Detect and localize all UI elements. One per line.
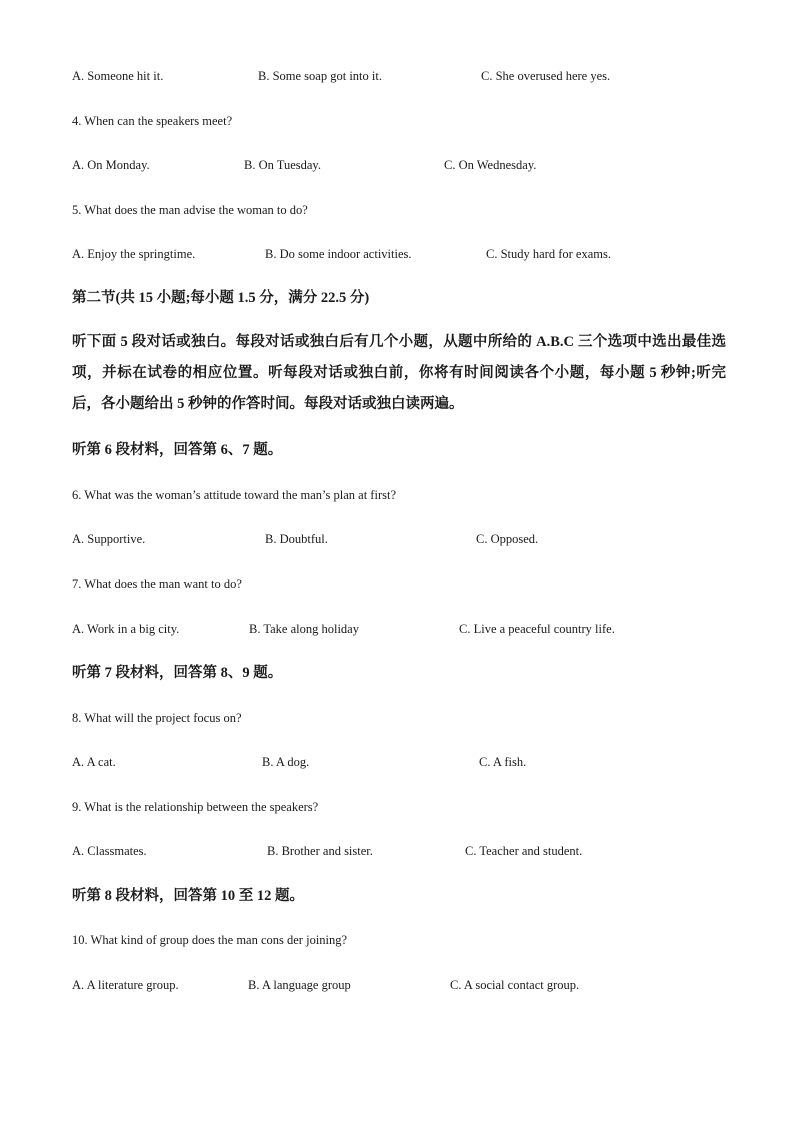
option-a: A. Classmates. xyxy=(72,844,147,858)
option-a: A. On Monday. xyxy=(72,158,150,172)
question-5-stem: 5. What does the man advise the woman to do? xyxy=(72,203,308,217)
option-c: C. Opposed. xyxy=(476,532,539,546)
option-b: B. Take along holiday xyxy=(249,622,359,636)
passage-8-heading: 听第 8 段材料，回答第 10 至 12 题。 xyxy=(72,888,304,904)
question-5-options xyxy=(72,246,752,262)
option-a: A. A literature group. xyxy=(72,978,179,992)
option-b: B. Brother and sister. xyxy=(267,844,373,858)
option-c: C. On Wednesday. xyxy=(444,158,537,172)
question-10-stem: 10. What kind of group does the man cons der joining? xyxy=(72,933,348,947)
option-b: B. Some soap got into it. xyxy=(258,69,382,83)
passage-7-heading: 听第 7 段材料，回答第 8、9 题。 xyxy=(72,665,283,681)
option-b: B. A language group xyxy=(248,978,351,992)
option-b: B. A dog. xyxy=(262,755,310,769)
option-c: C. She overused here yes. xyxy=(481,69,611,83)
option-c: C. Teacher and student. xyxy=(465,844,583,858)
option-a: A. Supportive. xyxy=(72,532,146,546)
question-3-options xyxy=(72,68,752,84)
option-b: B. Doubtful. xyxy=(265,532,328,546)
option-c: C. A social contact group. xyxy=(450,978,580,992)
option-a: A. A cat. xyxy=(72,755,116,769)
section-2-title: 第二节(共 15 小题;每小题 1.5 分，满分 22.5 分) xyxy=(72,290,370,306)
question-4-stem: 4. When can the speakers meet? xyxy=(72,114,233,128)
question-9-options xyxy=(72,843,752,859)
option-a: A. Someone hit it. xyxy=(72,69,164,83)
passage-6-heading: 听第 6 段材料，回答第 6、7 题。 xyxy=(72,442,283,458)
question-8-stem: 8. What will the project focus on? xyxy=(72,711,242,725)
option-a: A. Work in a big city. xyxy=(72,622,180,636)
question-8-options xyxy=(72,754,752,770)
option-c: C. A fish. xyxy=(479,755,527,769)
option-b: B. On Tuesday. xyxy=(244,158,321,172)
question-10-options xyxy=(72,977,752,993)
question-6-options xyxy=(72,531,752,547)
option-c: C. Study hard for exams. xyxy=(486,247,611,261)
option-a: A. Enjoy the springtime. xyxy=(72,247,196,261)
question-7-options xyxy=(72,621,752,637)
question-4-options xyxy=(72,157,752,173)
question-9-stem: 9. What is the relationship between the speakers? xyxy=(72,800,319,814)
question-6-stem: 6. What was the woman’s attitude toward the man’s plan at first? xyxy=(72,488,396,502)
option-c: C. Live a peaceful country life. xyxy=(459,622,615,636)
question-7-stem: 7. What does the man want to do? xyxy=(72,577,242,591)
section-2-instructions: 听下面 5 段对话或独白。每段对话或独白后有几个小题，从题中所给的 A.B.C 三个选项中选出最佳选项，并标在试卷的相应位置。听每段对话或独白前，你将有时间阅读各个小题，每小题 5 秒钟;听完后，各小题给出 5 秒钟的作答时间。每段对话或独白读两遍。 xyxy=(72,334,726,412)
option-b: B. Do some indoor activities. xyxy=(265,247,412,261)
